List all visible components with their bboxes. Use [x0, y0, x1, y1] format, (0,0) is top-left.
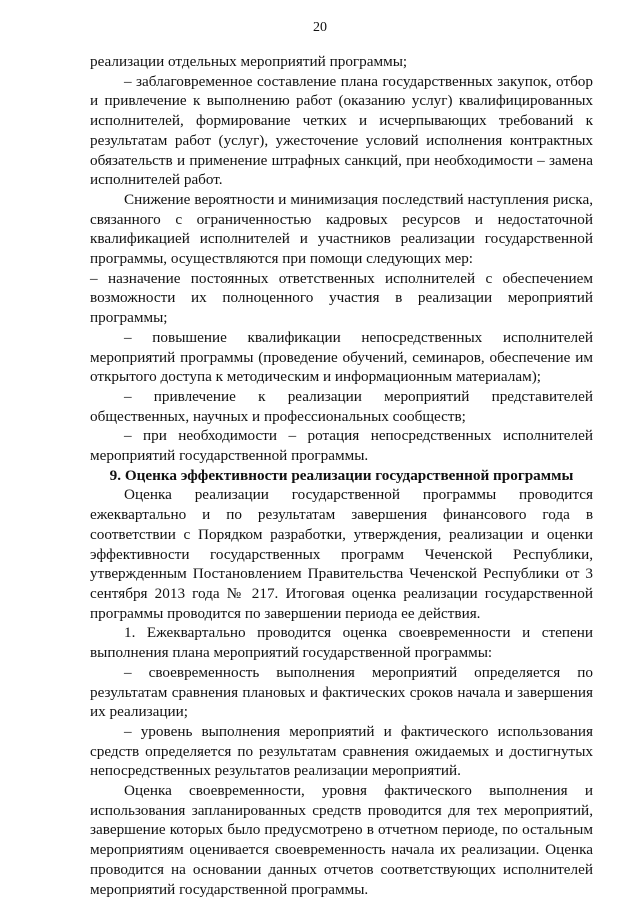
paragraph: – привлечение к реализации мероприятий представителей общественных, научных и профессиональных сообществ; — [90, 387, 593, 425]
paragraph: – назначение постоянных ответственных исполнителей с обеспечением возможности их полноценного участия в реализации мероприятий программы; — [90, 269, 593, 327]
document-body — [90, 52, 593, 899]
paragraph: – заблаговременное составление плана государственных закупок, отбор и привлечение к выполнению работ (оказанию услуг) квалифицированных исполнителей, формирование четких и исчерпывающих требований к результатам работ (услуг), ужесточение условий исполнения контрактных обязательств и применение штрафных санкций, при необходимости – замена исполнителей работ. — [90, 72, 593, 189]
paragraph: реализации отдельных мероприятий программы; — [90, 53, 408, 70]
paragraph: – уровень выполнения мероприятий и фактического использования средств определяется по результатам сравнения ожидаемых и достигнутых непосредственных результатов реализации мероприятий. — [90, 722, 593, 780]
paragraph: Оценка реализации государственной программы проводится ежеквартально и по результатам завершения финансового года в соответствии с Порядком разработки, утверждения, реализации и оценки эффективности государственных программ Чеченской Республики, утвержденным Постановлением Правительства Чеченской Республики от 3 сентября 2013 года № 217. Итоговая оценка реализации государственной программы проводится по завершении периода ее действия. — [90, 486, 593, 622]
paragraph: Оценка своевременности, уровня фактического выполнения и использования запланированных средств проводится для тех мероприятий, завершение которых было предусмотрено в отчетном периоде, по остальным мероприятиям оценивается своевременность начала их реализации. Оценка проводится на основании данных отчетов соответствующих исполнителей мероприятий государственной программы. — [90, 782, 593, 898]
paragraph: – при необходимости – ротация непосредственных исполнителей мероприятий государственной программы. — [90, 427, 593, 465]
page-number: 20 — [313, 20, 327, 35]
section-heading: 9. Оценка эффективности реализации государственной программы — [109, 466, 574, 484]
paragraph: – своевременность выполнения мероприятий определяется по результатам сравнения плановых и фактических сроков начала и завершения их реализации; — [90, 663, 593, 721]
paragraph: Снижение вероятности и минимизация последствий наступления риска, связанного с ограниченностью кадровых ресурсов и недостаточной квалификацией исполнителей и участников реализации государственной программы, осуществляются при помощи следующих мер: — [90, 190, 593, 268]
paragraph: – повышение квалификации непосредственных исполнителей мероприятий программы (проведение обучений, семинаров, обеспечение им открытого доступа к методическим и информационным материалам); — [90, 328, 593, 386]
paragraph: 1. Ежеквартально проводится оценка своевременности и степени выполнения плана мероприятий государственной программы: — [90, 624, 593, 662]
